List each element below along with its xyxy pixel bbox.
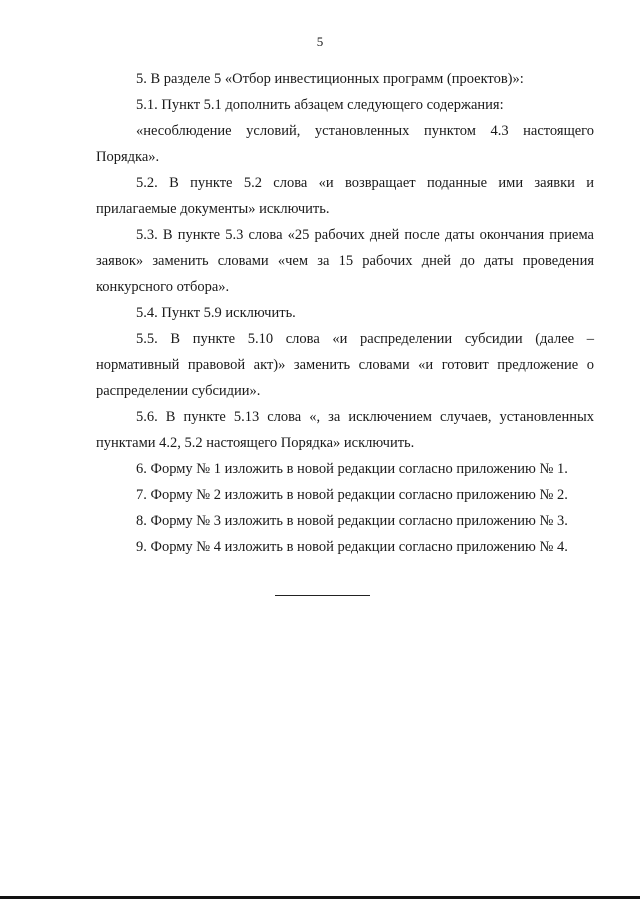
paragraph-7: 7. Форму № 2 изложить в новой редакции согласно приложению № 2. <box>136 487 568 503</box>
paragraph-5-1-quote: «несоблюдение условий, установленных пунктом 4.3 настоящего Порядка». <box>96 123 594 165</box>
paragraph-section-5: 5. В разделе 5 «Отбор инвестиционных программ (проектов)»: <box>136 71 524 87</box>
paragraph-9: 9. Форму № 4 изложить в новой редакции согласно приложению № 4. <box>136 539 568 555</box>
separator-line <box>275 595 370 596</box>
paragraph-5-2: 5.2. В пункте 5.2 слова «и возвращает поданные ими заявки и прилагаемые документы» исключить. <box>96 175 594 217</box>
paragraph-5-1: 5.1. Пункт 5.1 дополнить абзацем следующего содержания: <box>136 97 504 113</box>
scan-bottom-border <box>0 896 640 899</box>
page-number: 5 <box>316 34 324 49</box>
paragraph-8: 8. Форму № 3 изложить в новой редакции согласно приложению № 3. <box>136 513 568 529</box>
paragraph-5-5: 5.5. В пункте 5.10 слова «и распределении субсидии (далее – нормативный правовой акт)» заменить словами «и готовит предложение о распределении субсидии». <box>96 331 594 399</box>
paragraph-6: 6. Форму № 1 изложить в новой редакции согласно приложению № 1. <box>136 461 568 477</box>
paragraph-5-3: 5.3. В пункте 5.3 слова «25 рабочих дней после даты окончания приема заявок» заменить словами «чем за 15 рабочих дней до даты проведения конкурсного отбора». <box>96 227 594 295</box>
document-body <box>96 66 594 560</box>
paragraph-5-6: 5.6. В пункте 5.13 слова «, за исключением случаев, установленных пунктами 4.2, 5.2 настоящего Порядка» исключить. <box>96 409 594 451</box>
paragraph-5-4: 5.4. Пункт 5.9 исключить. <box>136 305 296 321</box>
